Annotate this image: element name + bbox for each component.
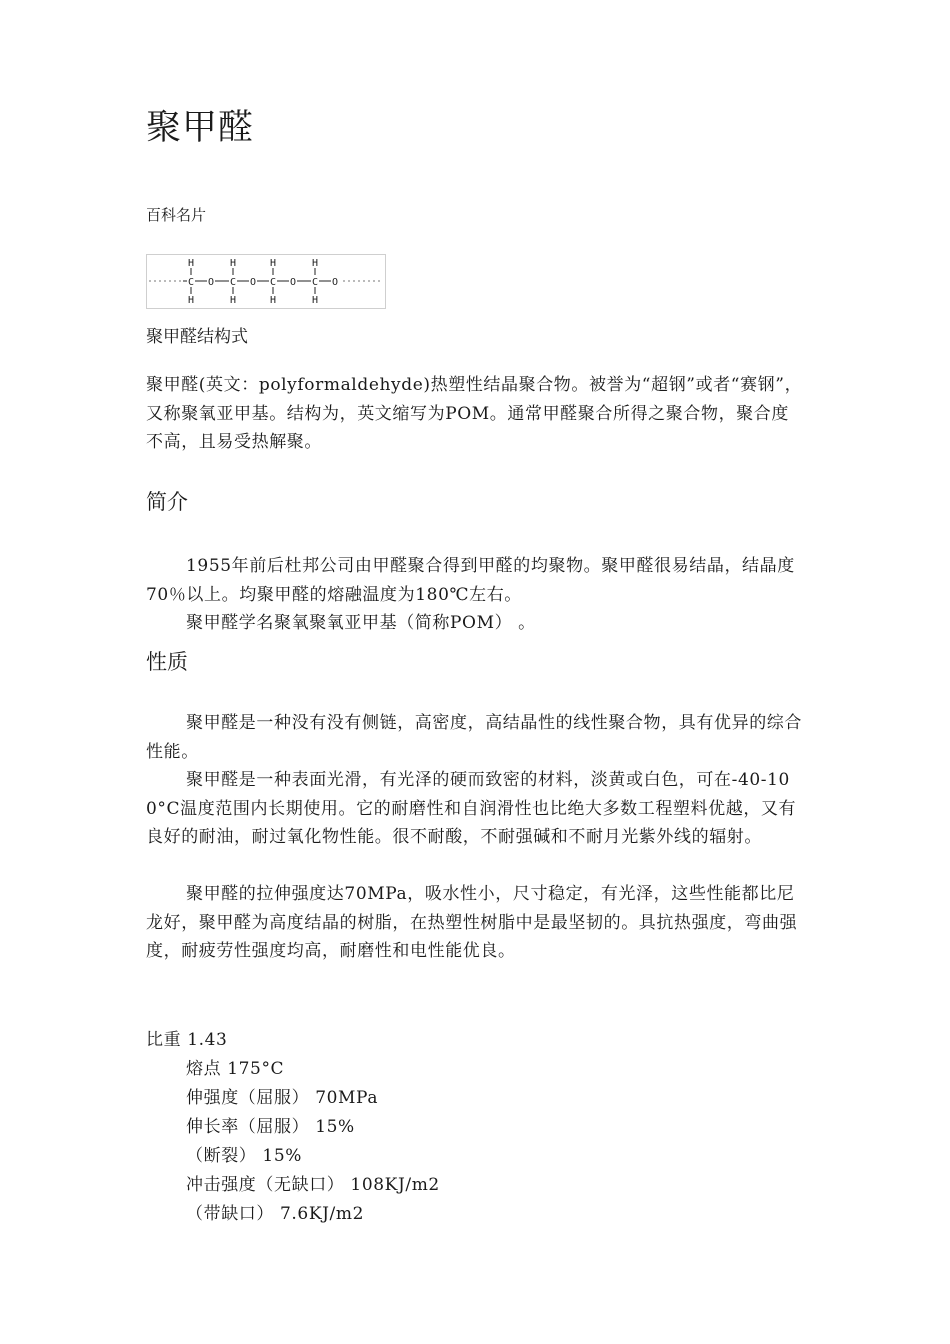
section-heading-properties: 性质 — [146, 650, 188, 674]
hydrogen-atom-label: H — [269, 295, 277, 306]
spec-line-impact-notched: （带缺口） 7.6KJ/m2 — [186, 1204, 365, 1224]
properties-paragraph-3: 聚甲醛的拉伸强度达70MPa，吸水性小，尺寸稳定，有光泽，这些性能都比尼龙好，聚甲醛为高度结晶的树脂，在热塑性树脂中是最坚韧的。具抗热强度，弯曲强度，耐疲劳性强度均高，耐磨性和电性能优良。 — [146, 884, 798, 961]
summary-paragraph-1: 1955年前后杜邦公司由甲醛聚合得到甲醛的均聚物。聚甲醛很易结晶，结晶度70％以上。均聚甲醛的熔融温度为180℃左右。 — [146, 556, 795, 605]
structure-figure — [146, 254, 386, 309]
polyoxymethylene-structure-image — [147, 255, 385, 308]
carbon-atom-label: C — [187, 277, 195, 288]
page-title: 聚甲醛 — [146, 108, 255, 148]
properties-paragraph-2: 聚甲醛是一种表面光滑，有光泽的硬而致密的材料，淡黄或白色，可在-40-100°C温度范围内长期使用。它的耐磨性和自润滑性也比绝大多数工程塑料优越，又有良好的耐油，耐过氧化物性能。很不耐酸，不耐强碱和不耐月光紫外线的辐射。 — [146, 770, 797, 847]
carbon-atom-label: C — [311, 277, 319, 288]
summary-paragraph-2: 聚甲醛学名聚氧聚氧亚甲基（简称POM） 。 — [186, 613, 536, 633]
spec-line-tensile-strength: 伸强度（屈服） 70MPa — [186, 1088, 379, 1108]
spec-line-melting-point: 熔点 175°C — [186, 1059, 285, 1079]
spec-line-impact-unnotched: 冲击强度（无缺口） 108KJ/m2 — [186, 1175, 440, 1195]
oxygen-atom-label: O — [289, 277, 297, 288]
hydrogen-atom-label: H — [229, 295, 237, 306]
hydrogen-atom-label: H — [229, 258, 237, 269]
oxygen-atom-label: O — [207, 277, 215, 288]
carbon-atom-label: C — [269, 277, 277, 288]
hydrogen-atom-label: H — [311, 258, 319, 269]
figure-caption: 聚甲醛结构式 — [146, 327, 248, 347]
section-heading-summary: 简介 — [146, 490, 188, 514]
carbon-atom-label: C — [229, 277, 237, 288]
spec-line-density: 比重 1.43 — [146, 1030, 228, 1050]
oxygen-atom-label: O — [249, 277, 257, 288]
card-label: 百科名片 — [146, 206, 207, 224]
spec-line-elongation-break: （断裂） 15% — [186, 1146, 302, 1166]
hydrogen-atom-label: H — [269, 258, 277, 269]
oxygen-atom-label: O — [331, 277, 339, 288]
intro-paragraph: 聚甲醛(英文：polyformaldehyde)热塑性结晶聚合物。被誉为“超钢”或者“赛钢”，又称聚氧亚甲基。结构为，英文缩写为POM。通常甲醛聚合所得之聚合物，聚合度不高，且易受热解聚。 — [146, 375, 803, 452]
hydrogen-atom-label: H — [187, 295, 195, 306]
spec-line-elongation-yield: 伸长率（屈服） 15% — [186, 1117, 355, 1137]
hydrogen-atom-label: H — [187, 258, 195, 269]
properties-paragraph-1: 聚甲醛是一种没有没有侧链，高密度，高结晶性的线性聚合物，具有优异的综合性能。 — [146, 713, 802, 762]
hydrogen-atom-label: H — [311, 295, 319, 306]
